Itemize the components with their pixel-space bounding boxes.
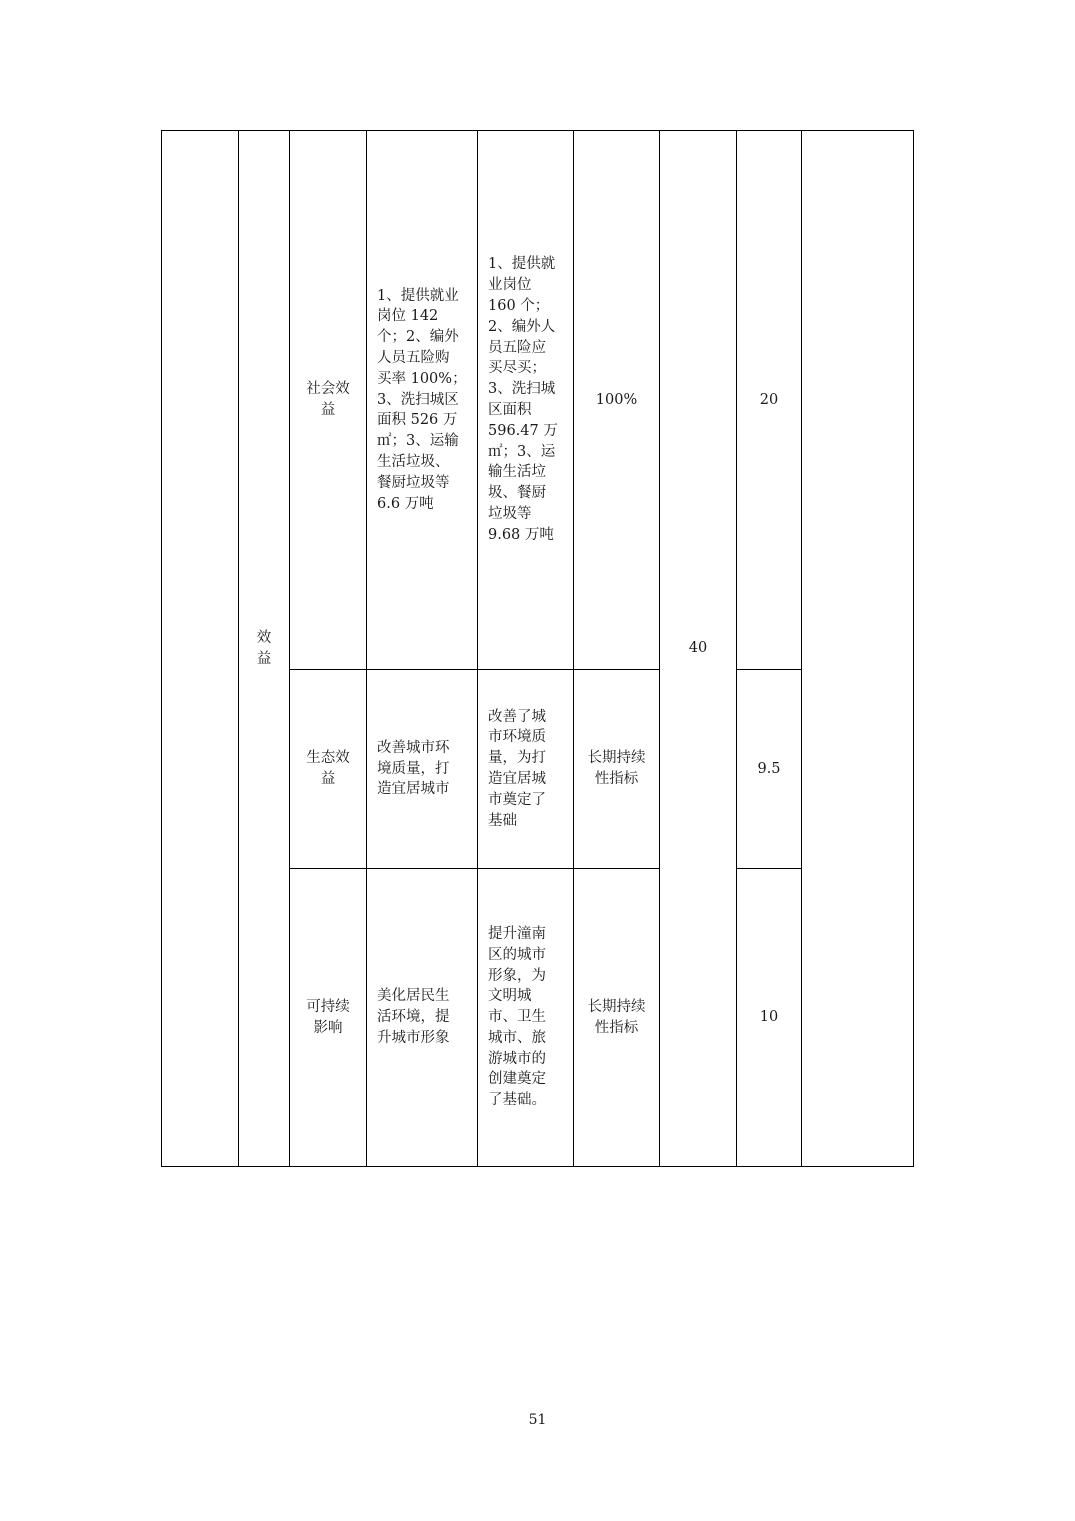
indicator-cell [290, 670, 367, 869]
completion-text: 长期持续 性指标 [587, 750, 646, 787]
actual-text: 改善了城 市环境质 量，为打 造宜居城 市奠定了 基础 [488, 708, 546, 829]
completion-cell [574, 869, 660, 1167]
target-text: 1、提供就业 岗位 142 个；2、编外 人员五险购 买率 100%； 3、洗扫城区 面积 526 万 ㎡；3、运输 生活垃圾、 餐厨垃圾等 6.6 万吨 [377, 287, 467, 512]
weight-value: 40 [688, 640, 708, 657]
indicator-cell [290, 131, 367, 670]
target-cell [367, 131, 478, 670]
indicator-label: 可持续 影响 [306, 998, 350, 1036]
score-value: 10 [759, 1009, 779, 1026]
score-cell [737, 869, 802, 1167]
category-label: 效 益 [256, 629, 272, 667]
actual-cell [478, 869, 574, 1167]
target-text: 美化居民生 活环境，提 升城市形象 [377, 988, 450, 1046]
completion-text: 长期持续 性指标 [587, 998, 646, 1036]
completion-text: 100% [595, 391, 638, 408]
blank-cell [162, 131, 239, 1167]
remarks-cell [802, 131, 914, 1167]
target-cell [367, 670, 478, 869]
score-cell [737, 131, 802, 670]
actual-cell [478, 131, 574, 670]
completion-cell [574, 670, 660, 869]
indicator-label: 生态效 益 [306, 750, 350, 787]
score-cell [737, 670, 802, 869]
indicator-cell [290, 869, 367, 1167]
actual-cell [478, 670, 574, 869]
score-value: 9.5 [757, 760, 781, 777]
weight-cell [660, 131, 737, 1167]
target-cell [367, 869, 478, 1167]
actual-text: 1、提供就 业岗位 160 个； 2、编外人 员五险应 买尽买； 3、洗扫城 区面积 596.47 万 ㎡；3、运 输生活垃 圾、餐厨 垃圾等 9.68 万吨 [488, 256, 558, 543]
score-value: 20 [759, 391, 779, 408]
page-number: 51 [528, 1412, 547, 1428]
indicator-label: 社会效 益 [306, 381, 350, 418]
table-row [162, 131, 914, 670]
actual-text: 提升潼南 区的城市 形象，为 文明城 市、卫生 城市、旅 游城市的 创建奠定 了基础。 [488, 925, 546, 1109]
performance-table [161, 130, 914, 1167]
category-cell [239, 131, 290, 1167]
completion-cell [574, 131, 660, 670]
target-text: 改善城市环 境质量，打 造宜居城市 [377, 739, 450, 798]
